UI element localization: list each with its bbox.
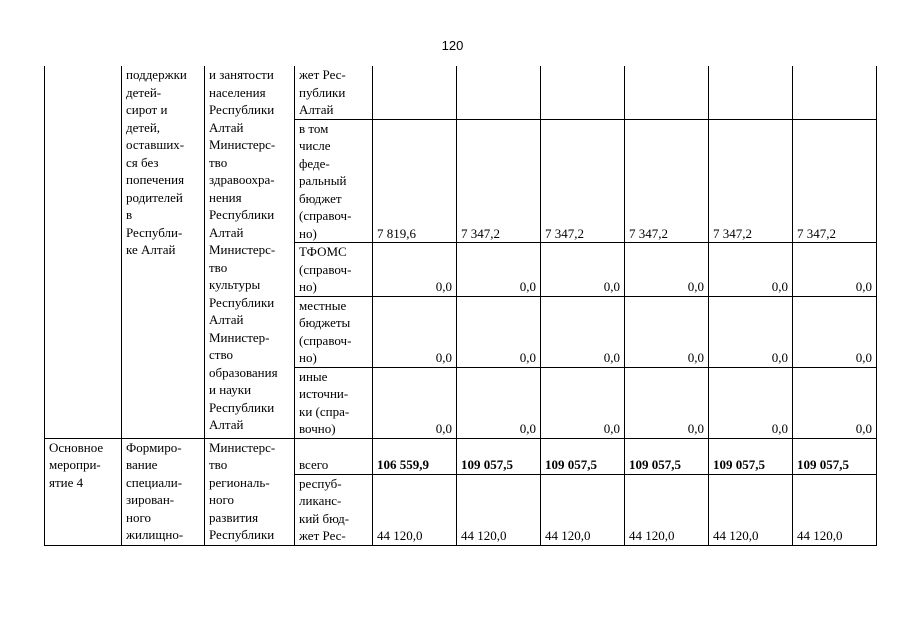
value-cell: 0,0: [709, 367, 793, 438]
source-cell: ТФОМС (справоч- но): [295, 243, 373, 297]
value-cell: 0,0: [373, 296, 457, 367]
value-cell: [373, 66, 457, 119]
event-cell: Основное меропри- ятие 4: [45, 438, 122, 545]
value-cell: 7 347,2: [541, 119, 625, 243]
value-cell: [793, 66, 877, 119]
table-row: [45, 438, 877, 474]
value-cell: 0,0: [793, 296, 877, 367]
value-cell: 0,0: [457, 367, 541, 438]
value-cell: 44 120,0: [457, 474, 541, 545]
value-cell: 106 559,9: [373, 438, 457, 474]
executor-cell: и занятости населения Республики Алтай Министерс- тво здравоохра- нения Республики Алтай Министерс- тво культуры Республики Алтай Министер- ство образования и науки Республики Алтай: [205, 66, 295, 438]
table-row: [45, 66, 877, 119]
event-name-cell: Формиро- вание специали- зирован- ного жилищно-: [122, 438, 205, 545]
value-cell: 7 347,2: [625, 119, 709, 243]
value-cell: 0,0: [625, 296, 709, 367]
funding-table: [44, 66, 877, 546]
value-cell: 109 057,5: [709, 438, 793, 474]
value-cell: 0,0: [457, 296, 541, 367]
value-cell: 7 347,2: [709, 119, 793, 243]
value-cell: 0,0: [541, 243, 625, 297]
value-cell: 44 120,0: [373, 474, 457, 545]
value-cell: 44 120,0: [709, 474, 793, 545]
executor-cell: Министерс- тво региональ- ного развития Республики: [205, 438, 295, 545]
source-cell: всего: [295, 438, 373, 474]
value-cell: 44 120,0: [793, 474, 877, 545]
value-cell: 44 120,0: [541, 474, 625, 545]
page-number: 120: [441, 38, 464, 53]
source-cell: иные источни- ки (спра- вочно): [295, 367, 373, 438]
value-cell: 7 347,2: [793, 119, 877, 243]
value-cell: [709, 66, 793, 119]
value-cell: 7 819,6: [373, 119, 457, 243]
source-cell: местные бюджеты (справоч- но): [295, 296, 373, 367]
value-cell: 109 057,5: [793, 438, 877, 474]
value-cell: 109 057,5: [457, 438, 541, 474]
source-cell: в том числе феде- ральный бюджет (справоч- но): [295, 119, 373, 243]
value-cell: [457, 66, 541, 119]
value-cell: 0,0: [709, 243, 793, 297]
value-cell: 0,0: [625, 367, 709, 438]
event-name-cell: поддержки детей- сирот и детей, оставших- ся без попечения родителей в Республи- ке Алтай: [122, 66, 205, 438]
value-cell: [625, 66, 709, 119]
value-cell: 0,0: [457, 243, 541, 297]
value-cell: 0,0: [793, 367, 877, 438]
source-cell: респуб- ликанс- кий бюд- жет Рес-: [295, 474, 373, 545]
value-cell: 0,0: [541, 367, 625, 438]
value-cell: 0,0: [709, 296, 793, 367]
value-cell: 109 057,5: [541, 438, 625, 474]
value-cell: 0,0: [625, 243, 709, 297]
source-cell: жет Рес- публики Алтай: [295, 66, 373, 119]
value-cell: 0,0: [373, 367, 457, 438]
event-cell: [45, 66, 122, 438]
value-cell: 0,0: [541, 296, 625, 367]
value-cell: 44 120,0: [625, 474, 709, 545]
value-cell: 0,0: [793, 243, 877, 297]
value-cell: [541, 66, 625, 119]
value-cell: 7 347,2: [457, 119, 541, 243]
value-cell: 109 057,5: [625, 438, 709, 474]
value-cell: 0,0: [373, 243, 457, 297]
